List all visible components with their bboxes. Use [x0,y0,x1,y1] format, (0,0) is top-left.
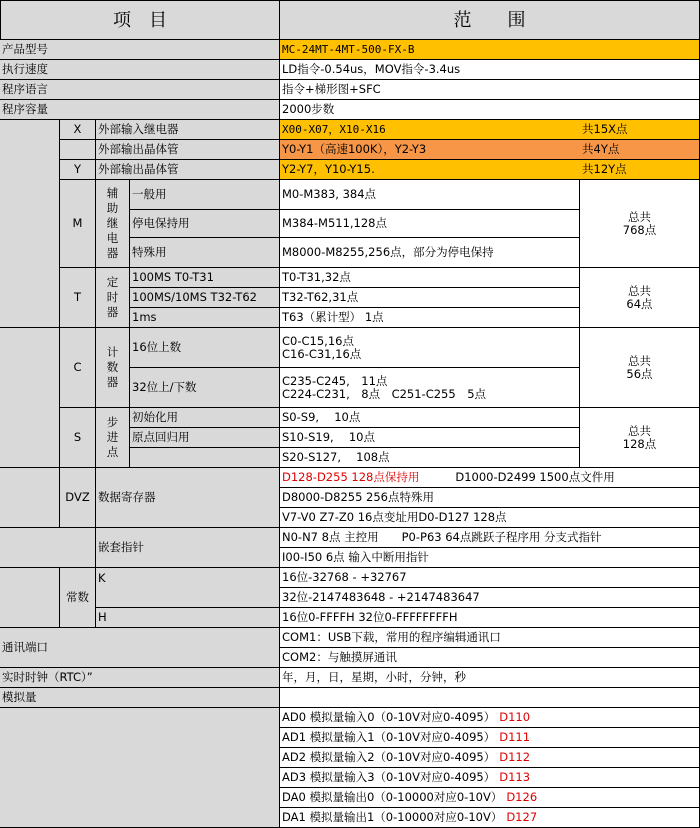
p-label: 嵌套指针 [96,528,280,568]
analog-row [280,748,700,768]
comm-label: 通讯端口 [0,628,280,668]
left-blank-b [0,328,60,468]
s-total [580,408,700,468]
analog-reg: D112 [499,750,531,764]
t-total-line1: 总共 [628,283,651,298]
m-item-label: 特殊用 [130,238,280,268]
s-group-label: 步进点 [96,408,130,468]
analog-text: AD1 模拟量输入1（0-10V对应0-4095） [282,730,496,744]
k-letter: K [96,568,280,608]
m-item-label: 一般用 [130,180,280,210]
m-total-line2: 768点 [622,222,657,237]
c-up-value [280,328,580,368]
y2-count: 共12Y点 [580,160,700,180]
t-item-label: 100MS T0-T31 [130,268,280,288]
m-item-value: M8000-M8255,256点，部分为停电保持 [280,238,580,268]
analog-text: AD3 模拟量输入3（0-10V对应0-4095） [282,770,496,784]
k-group: 常数 [60,568,96,628]
c-total-line1: 总共 [628,353,651,368]
x-count: 共15X点 [580,120,700,140]
d-line2: D8000-D8255 256点特殊用 [280,488,700,508]
analog-row [280,708,700,728]
d-line1-red: D128-D255 128点保持用 [282,470,420,484]
d-label: 数据寄存器 [96,468,280,528]
analog-reg: D111 [499,730,531,744]
p-left-blank [0,528,96,568]
lang-label: 程序语言 [0,80,280,100]
m-group-label: 辅助继电器 [96,180,130,268]
c-letter: C [60,328,96,408]
t-item-value: T0-T31,32点 [280,268,580,288]
d-line1 [280,468,700,488]
m-item-label: 停电保持用 [130,210,280,238]
c-updown-label: 32位上/下数 [130,368,280,408]
m-total [580,180,700,268]
analog-reg: D127 [506,810,538,824]
c-group-label: 计数器 [96,328,130,408]
c-updown-value [280,368,580,408]
lang-value: 指令+梯形图+SFC [280,80,700,100]
analog-reg: D113 [499,770,531,784]
m-item-value: M384-M511,128点 [280,210,580,238]
y-letter: Y [60,160,96,180]
t-group-label: 定时器 [96,268,130,328]
speed-value: LD指令-0.54us，MOV指令-3.4us [280,60,700,80]
c-total-line2: 56点 [626,366,653,381]
s-item-value: S0-S9, 10点 [280,408,580,428]
d-line3: V7-V0 Z7-Z0 16点变址用D0-D127 128点 [280,508,700,528]
x-letter: X [60,120,96,140]
k-left-blank [0,568,60,628]
analog-text: DA1 模拟量输出1（0-10000对应0-10V） [282,810,503,824]
y1-count: 共4Y点 [580,140,700,160]
s-item-label: 初始化用 [130,408,280,428]
p-line1: N0-N7 8点 主控用 P0-P63 64点跳跃子程序用 分支式指针 [280,528,700,548]
y1-label: 外部输出晶体管 [96,140,280,160]
c-up-line2: C16-C31,16点 [282,346,362,361]
t-letter: T [60,268,96,328]
c-updown-line1: C235-C245, 11点 [282,373,388,388]
y2-value: Y2-Y7，Y10-Y15. [280,160,580,180]
header-item: 项 目 [0,0,280,40]
c-up-label: 16位上数 [130,328,280,368]
x-label: 外部输入继电器 [96,120,280,140]
analog-row [280,768,700,788]
s-item-value: S10-S19, 10点 [280,428,580,448]
m-item-value: M0-M383, 384点 [280,180,580,210]
left-blank-a [0,120,60,328]
s-item-value: S20-S127, 108点 [280,448,580,468]
s-total-line2: 128点 [622,436,657,451]
model-label: 产品型号 [0,40,280,60]
analog-reg: D110 [499,710,531,724]
x-value: X00-X07，X10-X16 [280,120,580,140]
c-up-line1: C0-C15,16点 [282,333,354,348]
y2-label: 外部输出晶体管 [96,160,280,180]
c-total [580,328,700,408]
k-line2: 32位-2147483648 - +2147483647 [280,588,700,608]
comm-line1: COM1：USB下载，常用的程序编辑通讯口 [280,628,700,648]
rtc-label: 实时时钟（RTC）” [0,668,280,688]
d-letter: DVZ [60,468,96,528]
model-value: MC-24MT-4MT-500-FX-B [280,40,700,60]
k-line1: 16位-32768 - +32767 [280,568,700,588]
t-total [580,268,700,328]
analog-row [280,808,700,828]
analog-left-blank [0,708,280,828]
s-letter: S [60,408,96,468]
t-total-line2: 64点 [626,296,653,311]
analog-text: DA0 模拟量输出0（0-10000对应0-10V） [282,790,503,804]
y1-letter-blank [60,140,96,160]
m-total-line1: 总共 [628,209,651,224]
analog-top-blank [280,688,700,708]
speed-label: 执行速度 [0,60,280,80]
s-item-label [130,448,280,468]
comm-line2: COM2：与触摸屏通讯 [280,648,700,668]
analog-row [280,728,700,748]
s-item-label: 原点回归用 [130,428,280,448]
capacity-value: 2000步数 [280,100,700,120]
h-line: 16位0-FFFFH 32位0-FFFFFFFFH [280,608,700,628]
d-left-blank [0,468,60,528]
d-line1-rest: D1000-D2499 1500点文件用 [455,470,615,484]
t-item-value: T32-T62,31点 [280,288,580,308]
t-item-value: T63（累计型） 1点 [280,308,580,328]
analog-label: 模拟量 [0,688,280,708]
s-total-line1: 总共 [628,423,651,438]
analog-reg: D126 [506,790,538,804]
rtc-value: 年，月，日，星期，小时，分钟，秒 [280,668,700,688]
c-updown-line2: C224-C231, 8点 C251-C255 5点 [282,386,487,401]
t-item-label: 100MS/10MS T32-T62 [130,288,280,308]
capacity-label: 程序容量 [0,100,280,120]
header-range: 范 围 [280,0,700,40]
analog-row [280,788,700,808]
t-item-label: 1ms [130,308,280,328]
p-line2: I00-I50 6点 输入中断用指针 [280,548,700,568]
analog-text: AD0 模拟量输入0（0-10V对应0-4095） [282,710,496,724]
y1-value: Y0-Y1（高速100K），Y2-Y3 [280,140,580,160]
analog-text: AD2 模拟量输入2（0-10V对应0-4095） [282,750,496,764]
m-letter: M [60,180,96,268]
h-letter: H [96,608,280,628]
